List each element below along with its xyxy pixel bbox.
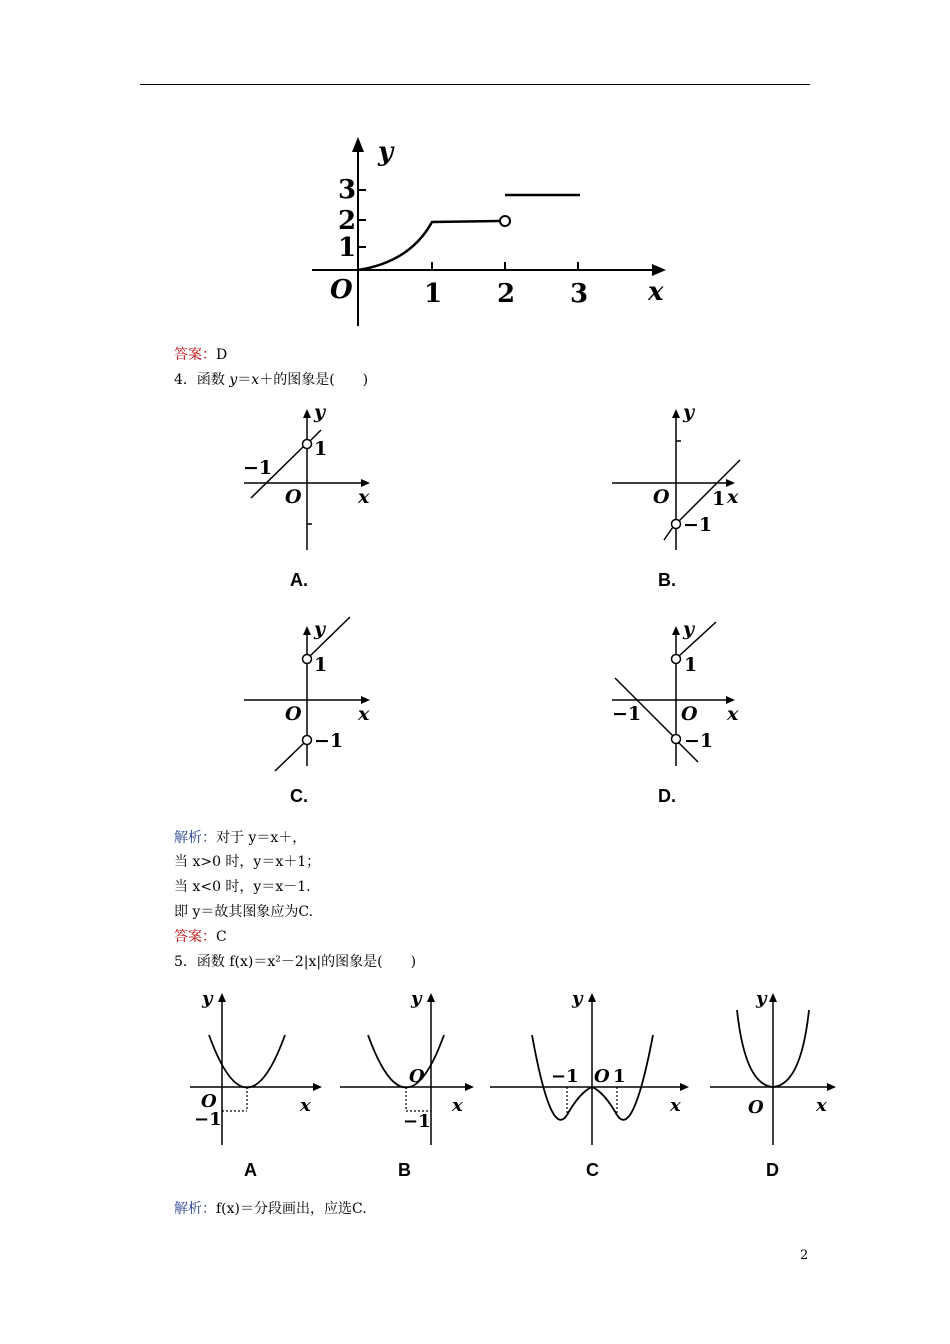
- q4a-y: y: [314, 401, 326, 423]
- analysis4-line1: [174, 829, 306, 847]
- analysis4-line4: 即 y＝故其图象应为C.: [174, 904, 314, 920]
- q4-graph-b: [608, 400, 748, 560]
- q5-option-d-label[interactable]: D: [766, 1160, 779, 1180]
- q4-option-d-label[interactable]: D.: [658, 786, 676, 806]
- q5c-label-neg1: −1: [551, 1066, 579, 1087]
- q4-option-a-label[interactable]: A.: [290, 570, 308, 590]
- q4d-y: y: [683, 618, 695, 640]
- analysis4-label: 解析：: [174, 830, 216, 846]
- q5b-o: O: [409, 1066, 425, 1087]
- figure-piecewise-graph: [300, 125, 680, 335]
- q5b-y: y: [411, 988, 422, 1009]
- q4d-label-neg1-x: −1: [612, 703, 642, 725]
- q5-option-c-label[interactable]: C: [586, 1160, 599, 1180]
- q5c-o: O: [594, 1066, 610, 1087]
- q4a-label-neg1: −1: [243, 457, 273, 479]
- fig3-ytick-2: 2: [338, 206, 357, 236]
- q4d-o: O: [681, 703, 698, 725]
- answer4-value: C: [216, 929, 227, 945]
- q5c-y: y: [572, 988, 583, 1009]
- q5-graph-c: [485, 985, 695, 1150]
- fig3-x-label: x: [648, 277, 664, 307]
- q4a-label-1: 1: [314, 438, 328, 460]
- q5d-o: O: [748, 1097, 764, 1118]
- q4b-y: y: [683, 401, 695, 423]
- answer4-label: 答案：: [174, 929, 216, 945]
- q4-var-y: y: [229, 372, 238, 388]
- header-rule: [140, 84, 810, 85]
- q4-stem: [174, 371, 368, 389]
- q4d-label-neg1-y: −1: [684, 730, 714, 752]
- analysis5-label: 解析：: [174, 1201, 216, 1217]
- q5-option-b-label[interactable]: B: [398, 1160, 411, 1180]
- answer3-line: [174, 346, 227, 364]
- q4b-o: O: [653, 486, 670, 508]
- q5a-y: y: [202, 988, 213, 1009]
- fig3-xtick-3: 3: [570, 279, 589, 309]
- page-number: 2: [800, 1248, 809, 1263]
- fig3-y-label: y: [378, 137, 394, 167]
- fig3-xtick-2: 2: [497, 279, 516, 309]
- q4-graph-c: [240, 615, 380, 775]
- q5-graph-d: [705, 985, 845, 1150]
- analysis4-text1: 对于 y＝x＋，: [216, 830, 307, 846]
- analysis4-line3: 当 x<0 时，y＝x－1.: [174, 879, 311, 895]
- q5-text: 函数 f(x)＝x²－2|x|的图象是( ): [196, 954, 417, 970]
- q5-number: 5．: [174, 954, 197, 970]
- q5-graph-a: [185, 985, 330, 1150]
- q4d-x: x: [727, 703, 739, 725]
- q4a-o: O: [285, 486, 302, 508]
- q5d-x: x: [816, 1095, 827, 1116]
- fig3-ytick-1: 1: [338, 233, 357, 263]
- q4b-label-1: 1: [712, 488, 726, 510]
- q4c-label-1: 1: [314, 654, 328, 676]
- q4a-x: x: [358, 486, 370, 508]
- answer3-label: 答案：: [174, 347, 216, 363]
- q4-option-b-label[interactable]: B.: [658, 570, 676, 590]
- analysis5-text: f(x)＝分段画出，应选C.: [216, 1201, 367, 1217]
- q4c-y: y: [314, 618, 326, 640]
- q5b-label-neg1: −1: [403, 1111, 431, 1132]
- q5-stem: [174, 953, 416, 971]
- q5a-o: O: [201, 1091, 217, 1112]
- q5c-label-1: 1: [613, 1066, 626, 1087]
- q5d-y: y: [756, 988, 767, 1009]
- q4-number: 4．: [174, 372, 197, 388]
- fig3-ytick-3: 3: [338, 175, 357, 205]
- q4c-label-neg1: −1: [314, 730, 344, 752]
- analysis4-line2: 当 x>0 时，y＝x＋1；: [174, 854, 321, 870]
- q4d-label-1: 1: [684, 654, 698, 676]
- fig3-origin: O: [330, 275, 353, 305]
- answer4-line: [174, 928, 227, 946]
- q5b-x: x: [452, 1095, 463, 1116]
- q4-graph-d: [608, 615, 748, 775]
- q4-prefix: 函数: [196, 372, 230, 388]
- q4b-label-neg1: −1: [683, 514, 713, 536]
- q4-eq: ＝: [237, 372, 252, 388]
- answer3-value: D: [216, 347, 228, 363]
- q4-option-c-label[interactable]: C.: [290, 786, 308, 806]
- q5a-label-neg1: −1: [194, 1109, 222, 1130]
- q5a-x: x: [300, 1095, 311, 1116]
- q4c-x: x: [358, 703, 370, 725]
- q4-var-x: x: [251, 372, 260, 388]
- q5c-x: x: [670, 1095, 681, 1116]
- q5-option-a-label[interactable]: A: [244, 1160, 257, 1180]
- q5-graph-b: [335, 985, 480, 1150]
- q4b-x: x: [727, 486, 739, 508]
- q4-graph-a: [240, 400, 380, 560]
- q4c-o: O: [285, 703, 302, 725]
- analysis5-line: [174, 1200, 367, 1218]
- fig3-xtick-1: 1: [424, 279, 443, 309]
- q4-suffix: ＋的图象是( ): [259, 372, 369, 388]
